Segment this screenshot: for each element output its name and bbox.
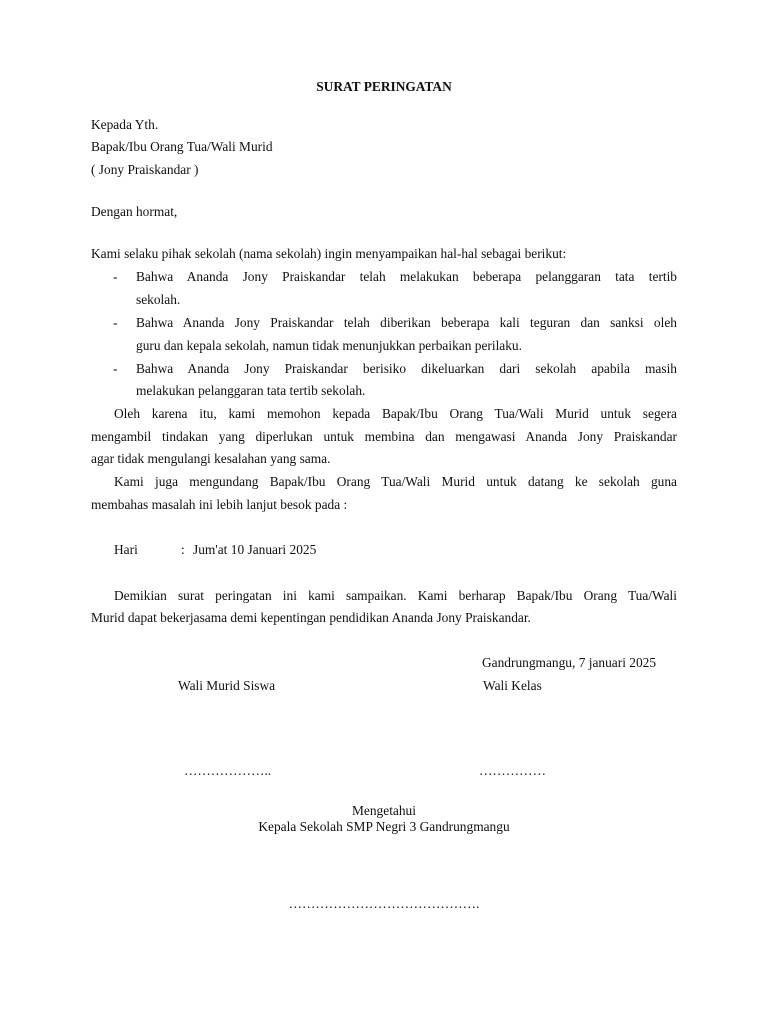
bullet-mark: - <box>113 361 118 376</box>
para-1-line-3: agar tidak mengulangi kesalahan yang sama. <box>91 451 331 466</box>
recipient-line-2: Bapak/Ibu Orang Tua/Wali Murid <box>91 139 273 154</box>
schedule-separator: : <box>181 542 185 557</box>
para-1-line-1: Oleh karena itu, kami memohon kepada Bapak/Ibu Orang Tua/Wali Murid untuk segera <box>114 406 677 421</box>
bullet-1-line-2: sekolah. <box>136 292 181 307</box>
schedule-value: Jum'at 10 Januari 2025 <box>193 542 317 557</box>
recipient-line-1: Kepada Yth. <box>91 117 159 132</box>
bullet-2-line-1: Bahwa Ananda Jony Praiskandar telah diberikan beberapa kali teguran dan sanksi oleh <box>136 315 677 330</box>
place-date: Gandrungmangu, 7 januari 2025 <box>482 655 657 670</box>
bullet-3-line-1: Bahwa Ananda Jony Praiskandar berisiko dikeluarkan dari sekolah apabila masih <box>136 361 677 376</box>
bullet-mark: - <box>113 315 118 330</box>
principal-signature-line: ……………………………………. <box>288 896 480 911</box>
schedule-label: Hari <box>114 542 138 557</box>
bullet-mark: - <box>113 269 118 284</box>
signature-left-label: Wali Murid Siswa <box>178 678 276 693</box>
principal-title: Kepala Sekolah SMP Negri 3 Gandrungmangu <box>258 819 510 834</box>
signature-left-line: ……………….. <box>184 763 272 778</box>
closing-line-1: Demikian surat peringatan ini kami sampaikan. Kami berharap Bapak/Ibu Orang Tua/Wali <box>114 588 677 603</box>
letter-title: SURAT PERINGATAN <box>316 79 452 94</box>
acknowledge-label: Mengetahui <box>352 803 416 818</box>
bullet-3-line-2: melakukan pelanggaran tata tertib sekolah. <box>136 383 366 398</box>
signature-right-line: …………… <box>479 763 546 778</box>
para-2-line-2: membahas masalah ini lebih lanjut besok pada : <box>91 497 348 512</box>
bullet-1-line-1: Bahwa Ananda Jony Praiskandar telah melakukan beberapa pelanggaran tata tertib <box>136 269 677 284</box>
recipient-line-3: ( Jony Praiskandar ) <box>91 162 199 177</box>
greeting: Dengan hormat, <box>91 204 178 219</box>
bullet-2-line-2: guru dan kepala sekolah, namun tidak menunjukkan perbaikan perilaku. <box>136 338 522 353</box>
intro-text: Kami selaku pihak sekolah (nama sekolah) ingin menyampaikan hal-hal sebagai berikut: <box>91 246 567 261</box>
para-2-line-1: Kami juga mengundang Bapak/Ibu Orang Tua/Wali Murid untuk datang ke sekolah guna <box>114 474 677 489</box>
closing-line-2: Murid dapat bekerjasama demi kepentingan pendidikan Ananda Jony Praiskandar. <box>91 610 531 625</box>
para-1-line-2: mengambil tindakan yang diperlukan untuk membina dan mengawasi Ananda Jony Praiskandar <box>91 429 677 444</box>
signature-right-label: Wali Kelas <box>483 678 542 693</box>
